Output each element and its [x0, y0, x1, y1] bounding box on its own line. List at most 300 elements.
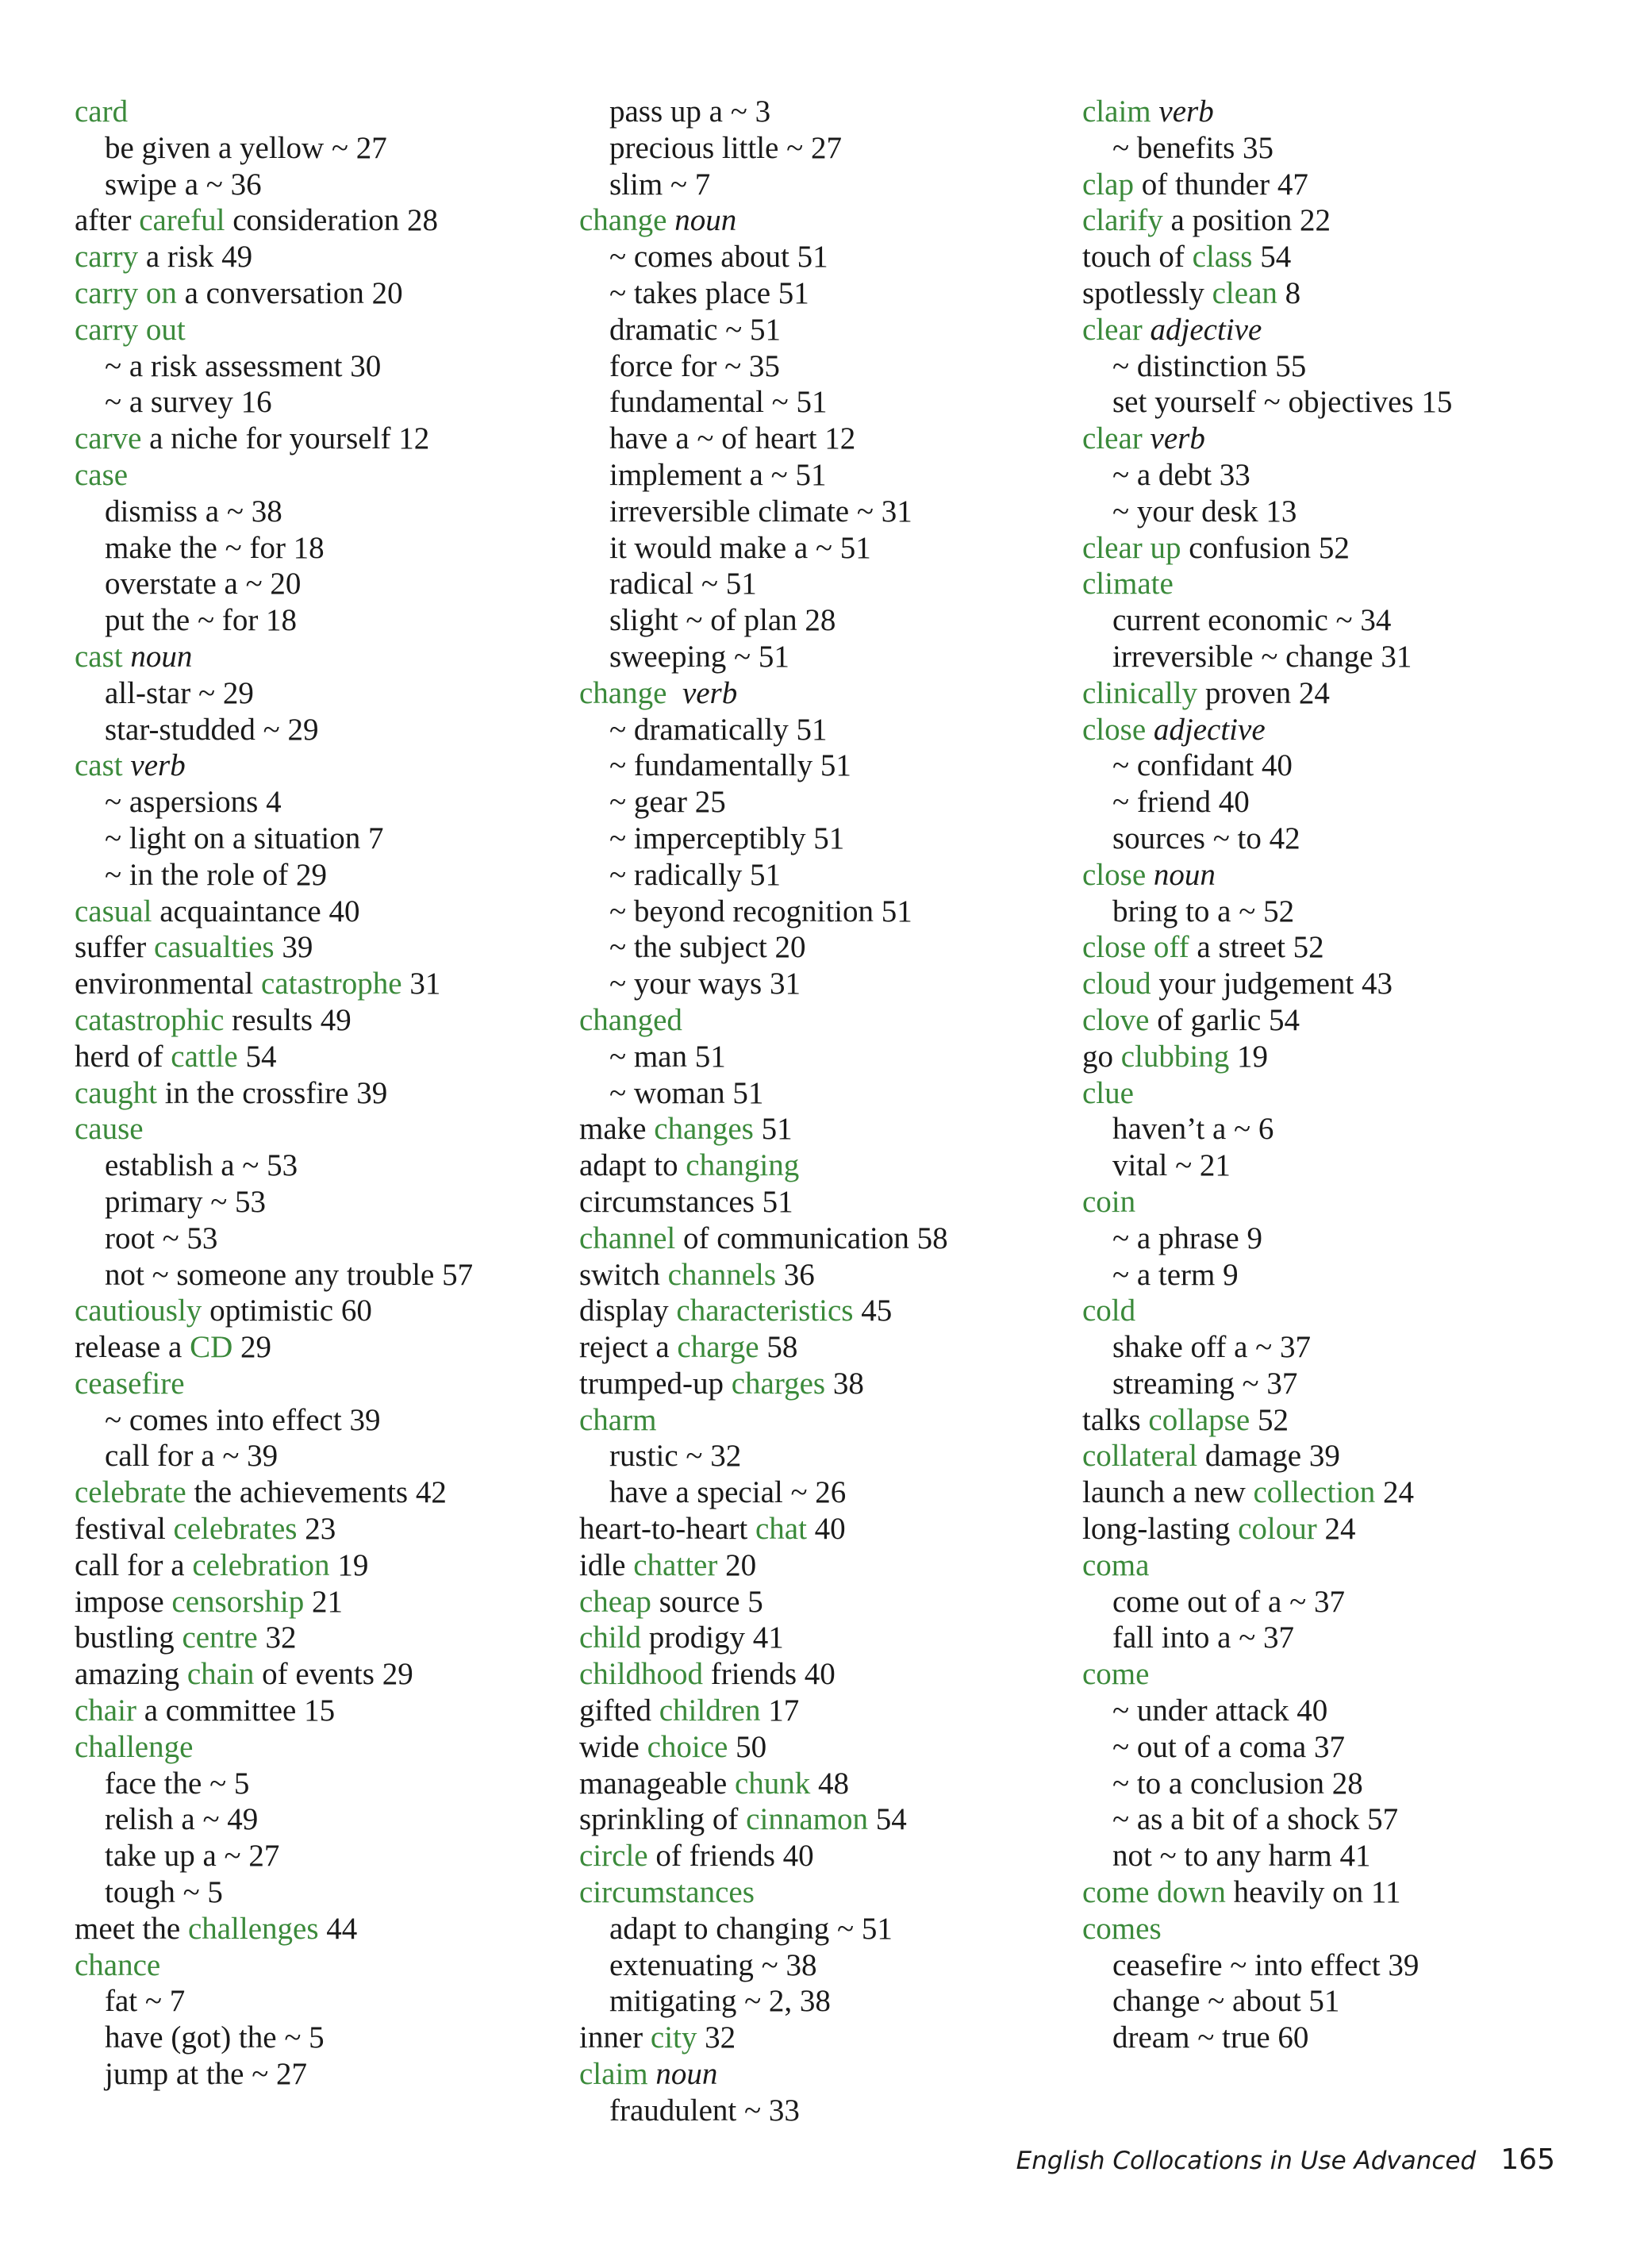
entry-text: dream ~ true 60: [1112, 2020, 1309, 2055]
entry-text: after: [75, 203, 140, 238]
entry-text: of thunder 47: [1133, 167, 1308, 202]
entry-text: a conversation 20: [176, 275, 403, 310]
index-entry: [75, 1039, 567, 1075]
index-subentry: [1082, 1584, 1590, 1620]
entry-text: 54: [867, 1802, 907, 1837]
index-entry: [579, 1729, 1071, 1766]
entry-text: ~ a term 9: [1112, 1257, 1239, 1292]
entry-text: ~ under attack 40: [1112, 1693, 1328, 1728]
index-entry: [1082, 312, 1590, 348]
index-subentry: [579, 1438, 1071, 1474]
index-subentry: [1082, 2020, 1590, 2056]
index-entry: [579, 1402, 1071, 1439]
headword: change: [579, 203, 675, 238]
index-entry: [1082, 566, 1590, 602]
entry-text: 19: [1229, 1039, 1268, 1074]
index-entry: [579, 1111, 1071, 1147]
index-subentry: [579, 639, 1071, 675]
entry-text: source 5: [651, 1584, 763, 1619]
index-entry: [75, 1002, 567, 1039]
entry-text: heart-to-heart: [579, 1512, 755, 1547]
entry-text: slight ~ of plan 28: [609, 603, 836, 638]
index-entry: [75, 275, 567, 312]
entry-text: make the ~ for 18: [105, 530, 325, 565]
entry-text: 36: [776, 1257, 815, 1292]
index-entry: [75, 748, 567, 784]
part-of-speech: adjective: [1150, 312, 1262, 347]
entry-text: have a ~ of heart 12: [609, 421, 856, 456]
headword: clear up: [1082, 530, 1181, 565]
index-column-2: [579, 94, 1071, 2129]
entry-text: fall into a ~ 37: [1112, 1620, 1295, 1655]
headword: class: [1192, 240, 1253, 275]
index-subentry: [1082, 1111, 1590, 1147]
headword: chatter: [633, 1547, 718, 1582]
entry-text: friends 40: [702, 1657, 836, 1692]
index-subentry: [579, 894, 1071, 930]
index-entry: [579, 675, 1071, 712]
index-subentry: [579, 929, 1071, 966]
entry-text: tough ~ 5: [105, 1875, 223, 1910]
headword: coin: [1082, 1184, 1136, 1219]
headword: colour: [1238, 1512, 1317, 1547]
index-entry: [75, 1584, 567, 1620]
entry-text: festival: [75, 1512, 174, 1547]
index-entry: [75, 1729, 567, 1766]
index-entry: [579, 1766, 1071, 1802]
index-subentry: [1082, 894, 1590, 930]
entry-text: 51: [753, 1112, 793, 1147]
index-subentry: [1082, 748, 1590, 784]
index-entry: [75, 421, 567, 457]
entry-text: 32: [257, 1620, 297, 1655]
index-entry: [579, 1366, 1071, 1402]
index-subentry: [579, 94, 1071, 130]
index-entry: [75, 1911, 567, 1947]
index-subentry: [579, 966, 1071, 1002]
headword: changing: [686, 1148, 800, 1183]
entry-text: irreversible ~ change 31: [1112, 639, 1412, 674]
entry-text: make: [579, 1112, 655, 1147]
index-subentry: [75, 566, 567, 602]
index-entry: [75, 457, 567, 494]
entry-text: ~ aspersions 4: [105, 785, 282, 820]
index-entry: [1082, 202, 1590, 239]
index-subentry: [579, 494, 1071, 530]
entry-text: fraudulent ~ 33: [609, 2093, 800, 2128]
index-subentry: [75, 1438, 567, 1474]
index-entry: [75, 202, 567, 239]
entry-text: amazing: [75, 1657, 187, 1692]
index-subentry: [579, 130, 1071, 167]
headword: claim: [579, 2057, 656, 2092]
entry-text: fundamental ~ 51: [609, 385, 828, 420]
index-entry: [1082, 1911, 1590, 1947]
headword: child: [579, 1620, 641, 1655]
index-entry: [75, 94, 567, 130]
entry-text: confusion 52: [1181, 530, 1350, 565]
headword: ceasefire: [75, 1366, 185, 1401]
index-subentry: [1082, 784, 1590, 821]
entry-text: talks: [1082, 1402, 1149, 1437]
entry-text: implement a ~ 51: [609, 457, 827, 492]
entry-text: reject a: [579, 1330, 678, 1365]
entry-text: 20: [717, 1547, 757, 1582]
part-of-speech: verb: [1150, 421, 1205, 456]
headword: cast: [75, 639, 131, 674]
entry-text: sweeping ~ 51: [609, 639, 789, 674]
entry-text: of communication 58: [675, 1220, 948, 1255]
index-subentry: [579, 1947, 1071, 1984]
headword: clove: [1082, 1002, 1150, 1037]
entry-text: damage 39: [1197, 1439, 1340, 1474]
entry-text: the achievements 42: [186, 1475, 447, 1510]
entry-text: a niche for yourself 12: [141, 421, 430, 456]
index-subentry: [1082, 1620, 1590, 1656]
headword: come down: [1082, 1875, 1226, 1910]
index-column-1: [75, 94, 567, 2093]
index-entry: [1082, 275, 1590, 312]
index-entry: [579, 1693, 1071, 1729]
index-subentry: [75, 530, 567, 567]
index-entry: [75, 894, 567, 930]
index-subentry: [1082, 1366, 1590, 1402]
index-entry: [579, 1838, 1071, 1874]
entry-text: take up a ~ 27: [105, 1839, 280, 1874]
entry-text: acquaintance 40: [152, 894, 360, 928]
index-entry: [579, 2020, 1071, 2056]
entry-text: manageable: [579, 1766, 735, 1801]
index-subentry: [75, 675, 567, 712]
index-subentry: [75, 821, 567, 857]
index-entry: [75, 639, 567, 675]
headword: celebration: [192, 1547, 330, 1582]
headword: channels: [667, 1257, 777, 1292]
index-entry: [1082, 1874, 1590, 1911]
part-of-speech: noun: [674, 203, 737, 238]
index-entry: [75, 1366, 567, 1402]
entry-text: call for a: [75, 1547, 193, 1582]
index-entry: [75, 929, 567, 966]
headword: cautiously: [75, 1294, 202, 1328]
entry-text: 52: [1250, 1402, 1289, 1437]
index-subentry: [579, 821, 1071, 857]
entry-text: proven 24: [1197, 675, 1330, 710]
entry-text: change ~ about 51: [1112, 1984, 1340, 2019]
index-entry: [75, 1075, 567, 1112]
entry-text: face the ~ 5: [105, 1766, 250, 1801]
entry-text: adapt to changing ~ 51: [609, 1911, 893, 1946]
index-subentry: [579, 1911, 1071, 1947]
index-entry: [579, 1220, 1071, 1257]
headword: changes: [654, 1112, 754, 1147]
headword: card: [75, 94, 129, 129]
headword: centre: [182, 1620, 258, 1655]
entry-text: 24: [1316, 1512, 1356, 1547]
index-subentry: [1082, 494, 1590, 530]
index-entry: [579, 1874, 1071, 1911]
index-entry: [579, 1584, 1071, 1620]
headword: challenges: [187, 1911, 319, 1946]
entry-text: herd of: [75, 1039, 171, 1074]
headword: carry: [75, 240, 139, 275]
index-subentry: [75, 494, 567, 530]
entry-text: bring to a ~ 52: [1112, 894, 1295, 928]
headword: cast: [75, 748, 131, 783]
index-entry: [1082, 1184, 1590, 1220]
entry-text: 44: [318, 1911, 358, 1946]
entry-text: have (got) the ~ 5: [105, 2020, 325, 2055]
headword: cattle: [171, 1039, 238, 1074]
index-subentry: [579, 1983, 1071, 2020]
entry-text: circumstances 51: [579, 1184, 793, 1219]
index-entry: [75, 966, 567, 1002]
entry-text: ~ comes about 51: [609, 240, 828, 275]
headword: CD: [190, 1330, 233, 1365]
entry-text: dismiss a ~ 38: [105, 494, 282, 529]
index-entry: [579, 1801, 1071, 1838]
index-subentry: [75, 1983, 567, 2020]
index-subentry: [579, 421, 1071, 457]
index-entry: [1082, 421, 1590, 457]
entry-text: overstate a ~ 20: [105, 567, 302, 602]
index-subentry: [1082, 1947, 1590, 1984]
entry-text: jump at the ~ 27: [105, 2057, 308, 2092]
headword: clap: [1082, 167, 1134, 202]
index-subentry: [1082, 1257, 1590, 1294]
index-subentry: [1082, 1766, 1590, 1802]
entry-text: go: [1082, 1039, 1121, 1074]
index-entry: [1082, 1002, 1590, 1039]
headword: catastrophic: [75, 1002, 225, 1037]
headword: close off: [1082, 930, 1189, 965]
entry-text: long-lasting: [1082, 1512, 1239, 1547]
entry-text: ~ light on a situation 7: [105, 821, 384, 855]
headword: chat: [755, 1512, 807, 1547]
index-subentry: [1082, 457, 1590, 494]
index-subentry: [75, 348, 567, 385]
entry-text: ~ your ways 31: [609, 967, 801, 1001]
headword: channel: [579, 1220, 676, 1255]
index-entry: [1082, 1293, 1590, 1329]
entry-text: 58: [759, 1330, 798, 1365]
index-entry: [1082, 675, 1590, 712]
index-subentry: [1082, 821, 1590, 857]
headword: city: [650, 2020, 697, 2055]
entry-text: spotlessly: [1082, 275, 1212, 310]
index-entry: [1082, 1474, 1590, 1511]
index-subentry: [75, 2056, 567, 2093]
headword: clue: [1082, 1075, 1134, 1110]
page-number: 165: [1500, 2143, 1555, 2176]
entry-text: ~ a risk assessment 30: [105, 348, 382, 383]
entry-text: sprinkling of: [579, 1802, 747, 1837]
headword: charges: [731, 1366, 826, 1401]
index-entry: [579, 1002, 1071, 1039]
index-subentry: [75, 602, 567, 639]
entry-text: 29: [232, 1330, 271, 1365]
entry-text: have a special ~ 26: [609, 1475, 847, 1510]
index-entry: [75, 312, 567, 348]
index-subentry: [1082, 1693, 1590, 1729]
entry-text: 19: [329, 1547, 369, 1582]
entry-text: ~ dramatically 51: [609, 712, 828, 747]
index-subentry: [579, 2093, 1071, 2129]
headword: carry on: [75, 275, 177, 310]
entry-text: ~ fundamentally 51: [609, 748, 851, 783]
headword: celebrates: [173, 1512, 298, 1547]
entry-text: ~ takes place 51: [609, 275, 809, 310]
index-subentry: [579, 275, 1071, 312]
entry-text: impose: [75, 1584, 172, 1619]
index-column-3: [1082, 94, 1590, 2056]
entry-text: come out of a ~ 37: [1112, 1584, 1345, 1619]
headword: cheap: [579, 1584, 651, 1619]
entry-text: a street 52: [1189, 930, 1324, 965]
headword: circumstances: [579, 1875, 755, 1910]
index-subentry: [579, 1039, 1071, 1075]
headword: clarify: [1082, 203, 1163, 238]
index-subentry: [75, 384, 567, 421]
entry-text: ~ in the role of 29: [105, 857, 327, 892]
entry-text: star-studded ~ 29: [105, 712, 319, 747]
entry-text: touch of: [1082, 240, 1193, 275]
index-entry: [579, 1257, 1071, 1294]
headword: casualties: [154, 930, 275, 965]
index-entry: [75, 1293, 567, 1329]
index-entry: [579, 1329, 1071, 1366]
index-subentry: [1082, 639, 1590, 675]
index-subentry: [75, 1874, 567, 1911]
entry-text: ~ distinction 55: [1112, 348, 1307, 383]
index-entry: [1082, 530, 1590, 567]
headword: children: [659, 1693, 761, 1728]
headword: come: [1082, 1657, 1150, 1692]
headword: caught: [75, 1075, 157, 1110]
index-entry: [75, 1511, 567, 1547]
headword: childhood: [579, 1657, 703, 1692]
headword: collection: [1253, 1475, 1376, 1510]
headword: clean: [1212, 275, 1277, 310]
entry-text: ~ a survey 16: [105, 385, 272, 420]
entry-text: trumped-up: [579, 1366, 732, 1401]
headword: comes: [1082, 1911, 1162, 1946]
index-subentry: [579, 784, 1071, 821]
entry-text: rustic ~ 32: [609, 1439, 742, 1474]
entry-text: of garlic 54: [1149, 1002, 1300, 1037]
headword: cause: [75, 1112, 144, 1147]
entry-text: in the crossfire 39: [156, 1075, 388, 1110]
entry-text: precious little ~ 27: [609, 130, 842, 165]
entry-text: 8: [1277, 275, 1301, 310]
entry-text: wide: [579, 1729, 647, 1764]
entry-text: call for a ~ 39: [105, 1439, 279, 1474]
entry-text: ~ a phrase 9: [1112, 1220, 1262, 1255]
index-subentry: [1082, 602, 1590, 639]
entry-text: vital ~ 21: [1112, 1148, 1231, 1183]
headword: charge: [677, 1330, 759, 1365]
index-entry: [1082, 857, 1590, 894]
entry-text: ~ confidant 40: [1112, 748, 1293, 783]
headword: changed: [579, 1002, 682, 1037]
index-entry: [1082, 1039, 1590, 1075]
index-entry: [1082, 712, 1590, 748]
index-entry: [579, 1184, 1071, 1220]
entry-text: 21: [304, 1584, 343, 1619]
entry-text: switch: [579, 1257, 668, 1292]
index-entry: [75, 1474, 567, 1511]
entry-text: optimistic 60: [202, 1294, 372, 1328]
index-entry: [75, 1947, 567, 1984]
headword: collateral: [1082, 1439, 1198, 1474]
entry-text: 54: [237, 1039, 277, 1074]
headword: careful: [139, 203, 225, 238]
index-entry: [579, 1293, 1071, 1329]
index-subentry: [1082, 1329, 1590, 1366]
index-subentry: [579, 530, 1071, 567]
index-subentry: [1082, 1729, 1590, 1766]
entry-text: a position 22: [1162, 203, 1331, 238]
entry-text: swipe a ~ 36: [105, 167, 262, 202]
index-subentry: [75, 2020, 567, 2056]
headword: clear: [1082, 421, 1151, 456]
entry-text: 39: [274, 930, 313, 965]
index-subentry: [579, 1075, 1071, 1112]
index-subentry: [75, 130, 567, 167]
entry-text: it would make a ~ 51: [609, 530, 871, 565]
index-subentry: [75, 784, 567, 821]
entry-text: fat ~ 7: [105, 1984, 186, 2019]
headword: choice: [647, 1729, 728, 1764]
index-entry: [75, 1693, 567, 1729]
index-entry: [1082, 929, 1590, 966]
index-entry: [1082, 167, 1590, 203]
index-subentry: [579, 602, 1071, 639]
entry-text: pass up a ~ 3: [609, 94, 771, 129]
headword: case: [75, 457, 129, 492]
index-entry: [1082, 239, 1590, 275]
index-subentry: [75, 1838, 567, 1874]
entry-text: irreversible climate ~ 31: [609, 494, 912, 529]
entry-text: results 49: [224, 1002, 352, 1037]
index-subentry: [75, 857, 567, 894]
entry-text: ~ imperceptibly 51: [609, 821, 845, 855]
headword: chain: [186, 1657, 255, 1692]
entry-text: ~ radically 51: [609, 857, 782, 892]
index-subentry: [75, 1402, 567, 1439]
entry-text: 40: [806, 1512, 846, 1547]
headword: change: [579, 675, 682, 710]
index-entry: [579, 1147, 1071, 1184]
index-entry: [75, 1111, 567, 1147]
headword: carry out: [75, 312, 186, 347]
entry-text: consideration 28: [225, 203, 439, 238]
index-entry: [579, 1656, 1071, 1693]
index-entry: [75, 239, 567, 275]
entry-text: 50: [728, 1729, 767, 1764]
index-subentry: [579, 239, 1071, 275]
index-entry: [579, 1511, 1071, 1547]
part-of-speech: noun: [1153, 857, 1216, 892]
entry-text: ~ beyond recognition 51: [609, 894, 912, 928]
entry-text: ~ to a conclusion 28: [1112, 1766, 1363, 1801]
entry-text: relish a ~ 49: [105, 1802, 259, 1837]
headword: cinnamon: [746, 1802, 868, 1837]
entry-text: current economic ~ 34: [1112, 603, 1392, 638]
index-subentry: [75, 1220, 567, 1257]
entry-text: mitigating ~ 2, 38: [609, 1984, 831, 2019]
headword: cold: [1082, 1294, 1136, 1328]
